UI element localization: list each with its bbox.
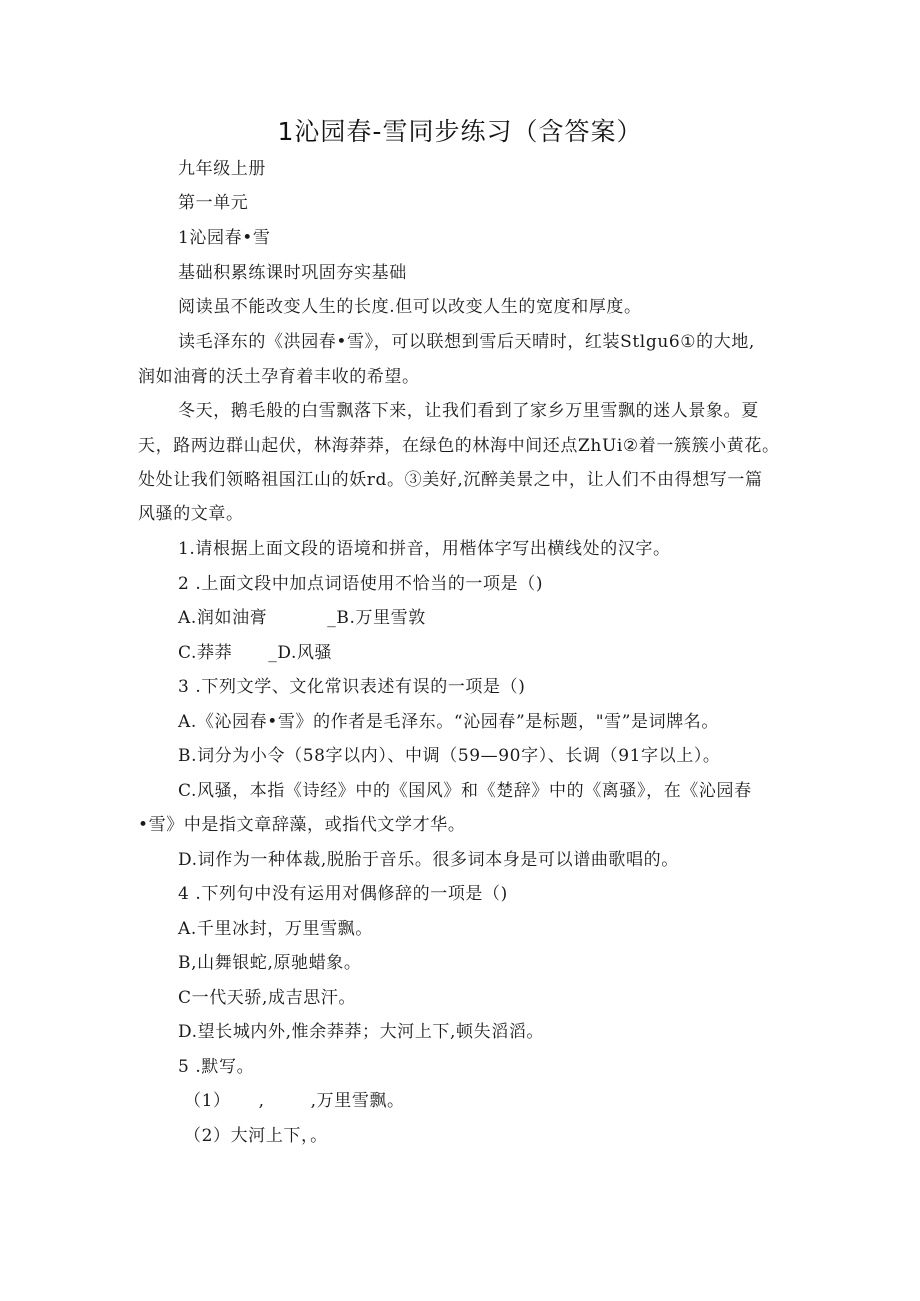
question-5-item-1: [184, 1090, 844, 1112]
question-4-option-c: C一代天骄,成吉思汗。: [178, 988, 357, 1008]
passage-p2-line2: 天，路两边群山起伏，林海莽莽，在绿色的林海中间还点ZhUi②着一簇簇小黄花。: [138, 436, 780, 456]
question-2-options-ab: [178, 607, 838, 629]
question-5-item-1-tail: ,万里雪飘。: [310, 1091, 405, 1111]
passage-p1-line1: 读毛泽东的《洪园春•雪》，可以联想到雪后天晴时，红装Stlgu6①的大地,: [178, 332, 755, 352]
question-5-item-1-label: （1）: [184, 1091, 231, 1111]
question-3: 3 .下列文学、文化常识表述有误的一项是（): [178, 677, 526, 697]
question-3-option-d: D.词作为一种体裁,脱胎于音乐。很多词本身是可以谱曲歌唱的。: [178, 850, 679, 870]
lesson-label: 1沁园春•雪: [178, 228, 271, 248]
passage-p2-line3: 处处让我们领略祖国江山的妖rd。③美好,沉醉美景之中，让人们不由得想写一篇: [138, 470, 763, 490]
question-3-option-a: A.《沁园春•雪》的作者是毛泽东。“沁园春”是标题，"雪”是词牌名。: [178, 712, 719, 732]
question-4-option-d: D.望长城内外,惟余莽莽；大河上下,顿失滔滔。: [178, 1022, 545, 1042]
question-3-option-b: B.词分为小令（58字以内）、中调（59—90字）、长调（91字以上）。: [178, 746, 721, 766]
question-1: 1.请根据上面文段的语境和拼音，用楷体字写出横线处的汉字。: [178, 539, 671, 559]
question-5-item-1-comma: ,: [258, 1091, 265, 1111]
question-3-option-c-line1: C.风骚，本指《诗经》中的《国风》和《楚辞》中的《离骚》，在《沁园春: [178, 781, 752, 801]
intro-text: 阅读虽不能改变人生的长度.但可以改变人生的宽度和厚度。: [178, 297, 642, 317]
question-4-option-a: A.千里冰封，万里雪飘。: [178, 919, 373, 939]
question-4-option-b: B,山舞银蛇,原驰蜡象。: [178, 953, 362, 973]
question-4: 4 .下列句中没有运用对偶修辞的一项是（): [178, 884, 508, 904]
question-5-item-2: （2）大河上下，。: [184, 1126, 328, 1146]
question-2-option-b: _B.万里雪敦: [327, 608, 426, 628]
question-3-option-c-line2: •雪》中是指文章辞藻，或指代文学才华。: [138, 815, 466, 835]
question-2-option-d: _D.风骚: [268, 643, 333, 663]
passage-p1-line2: 润如油膏的沃土孕育着丰收的希望。: [138, 367, 420, 387]
question-5: 5 .默写。: [178, 1057, 255, 1077]
question-2: 2 .上面文段中加点词语使用不恰当的一项是（): [178, 574, 544, 594]
document-title: 1沁园春-雪同步练习（含答案）: [277, 117, 643, 146]
question-2-options-cd: [178, 642, 838, 664]
question-2-option-c: C.莽莽: [178, 643, 233, 663]
passage-p2-line1: 冬天，鹅毛般的白雪飘落下来，让我们看到了家乡万里雪飘的迷人景象。夏: [178, 401, 759, 421]
unit-label: 第一单元: [178, 193, 249, 213]
question-2-option-a: A.润如油膏: [178, 608, 268, 628]
section-label: 基础积累练课时巩固夯实基础: [178, 263, 407, 283]
grade-label: 九年级上册: [178, 159, 266, 179]
passage-p2-line4: 风骚的文章。: [138, 504, 244, 524]
